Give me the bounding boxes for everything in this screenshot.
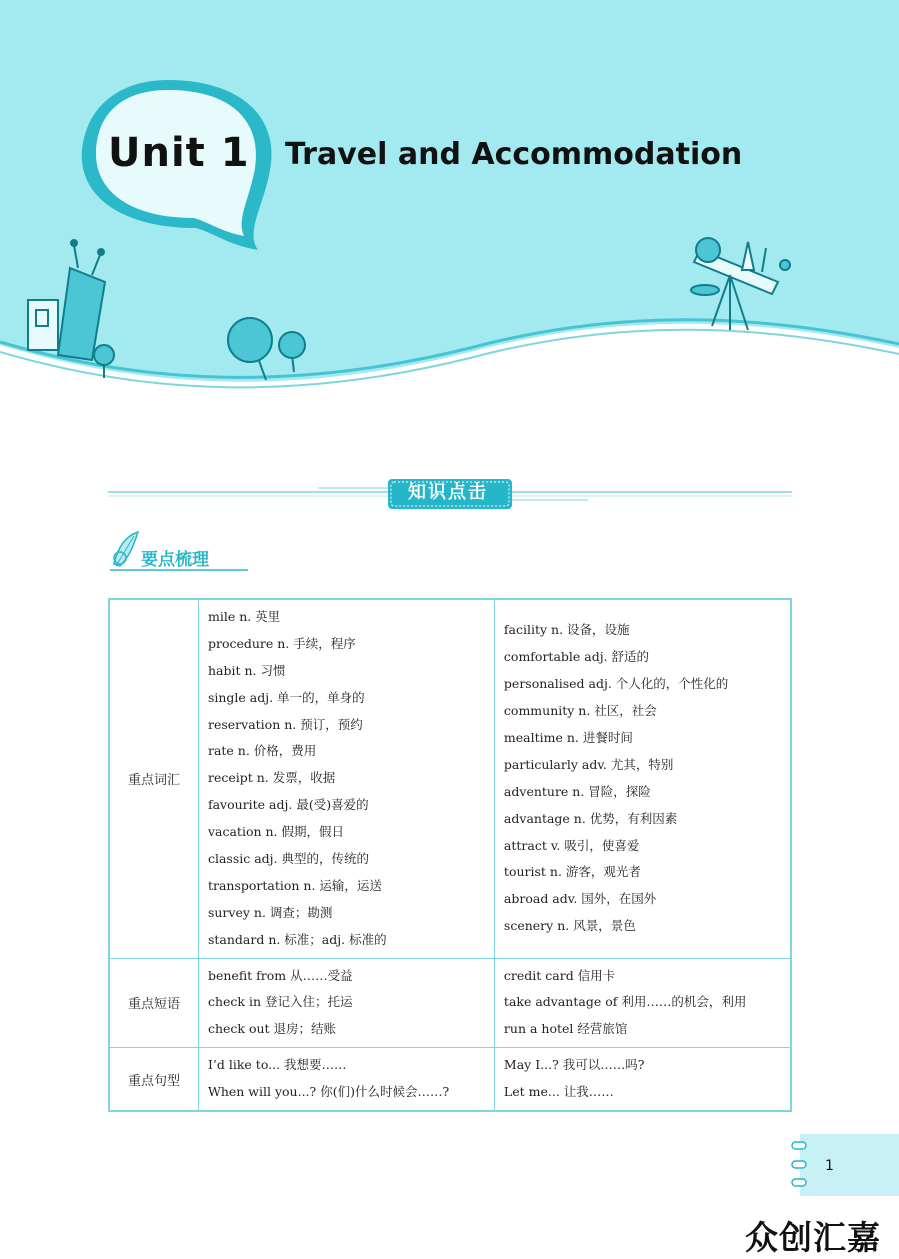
list-item: check in 登记入住；托运: [207, 994, 353, 1010]
watermark-logo: 众创汇嘉: [745, 1218, 881, 1257]
list-item: standard n. 标准；adj. 标准的: [207, 931, 387, 947]
list-item: comfortable adj. 舒适的: [503, 649, 650, 665]
list-item: check out 退房；结账: [207, 1021, 337, 1037]
right-column: [494, 1048, 791, 1111]
list-item: reservation n. 预订，预约: [207, 716, 363, 732]
list-item: rate n. 价格，费用: [207, 743, 317, 759]
list-item: May I...? 我可以……吗?: [503, 1057, 645, 1073]
category-cell: 重点词汇: [109, 599, 198, 958]
list-item: particularly adv. 尤其，特别: [503, 756, 674, 772]
list-item: personalised adj. 个人化的，个性化的: [503, 676, 729, 692]
list-item: benefit from 从……受益: [207, 967, 353, 983]
list-item: single adj. 单一的，单身的: [207, 689, 365, 705]
list-item: credit card 信用卡: [503, 967, 616, 983]
left-column: [198, 599, 494, 958]
list-item: vacation n. 假期，假日: [207, 824, 345, 840]
list-item: I’d like to... 我想要……: [207, 1057, 347, 1073]
right-column: [494, 958, 791, 1048]
unit-label: Unit 1: [108, 130, 250, 176]
header-banner: [0, 0, 899, 400]
table-row-vocabulary: [109, 599, 791, 958]
category-cell: 重点短语: [109, 958, 198, 1048]
list-item: facility n. 设备，设施: [503, 622, 630, 638]
list-item: adventure n. 冒险，探险: [503, 783, 651, 799]
unit-title: Travel and Accommodation: [285, 137, 743, 172]
subsection-title: 要点梳理: [141, 550, 209, 570]
table-row-phrases: [109, 958, 791, 1048]
list-item: Let me... 让我……: [503, 1084, 614, 1100]
list-item: mealtime n. 进餐时间: [503, 730, 633, 745]
left-column: [198, 1048, 494, 1111]
list-item: transportation n. 运输，运送: [207, 877, 382, 893]
list-item: receipt n. 发票，收据: [207, 770, 336, 786]
page-tab-decoration: [790, 1134, 899, 1196]
list-item: abroad adv. 国外，在国外: [503, 891, 657, 907]
list-item: classic adj. 典型的，传统的: [207, 851, 369, 867]
list-item: procedure n. 手续，程序: [207, 635, 356, 651]
list-item: When will you...? 你(们)什么时候会……?: [207, 1084, 450, 1100]
list-item: habit n. 习惯: [207, 662, 286, 678]
right-column: [494, 599, 791, 958]
vocabulary-table: [108, 598, 792, 1112]
list-item: community n. 社区，社会: [503, 703, 657, 719]
section-title: 知识点击: [408, 482, 488, 503]
list-item: scenery n. 风景，景色: [503, 918, 636, 934]
list-item: attract v. 吸引，使喜爱: [503, 837, 640, 853]
list-item: survey n. 调查；勘测: [207, 904, 333, 920]
list-item: favourite adj. 最(受)喜爱的: [207, 797, 369, 813]
list-item: run a hotel 经营旅馆: [503, 1021, 628, 1037]
table-row-sentences: [109, 1048, 791, 1111]
list-item: take advantage of 利用……的机会，利用: [503, 994, 747, 1010]
left-column: [198, 958, 494, 1048]
list-item: mile n. 英里: [207, 609, 281, 624]
list-item: tourist n. 游客，观光者: [503, 864, 641, 880]
list-item: advantage n. 优势，有利因素: [503, 810, 678, 826]
category-cell: 重点句型: [109, 1048, 198, 1111]
page-number: 1: [825, 1158, 834, 1174]
